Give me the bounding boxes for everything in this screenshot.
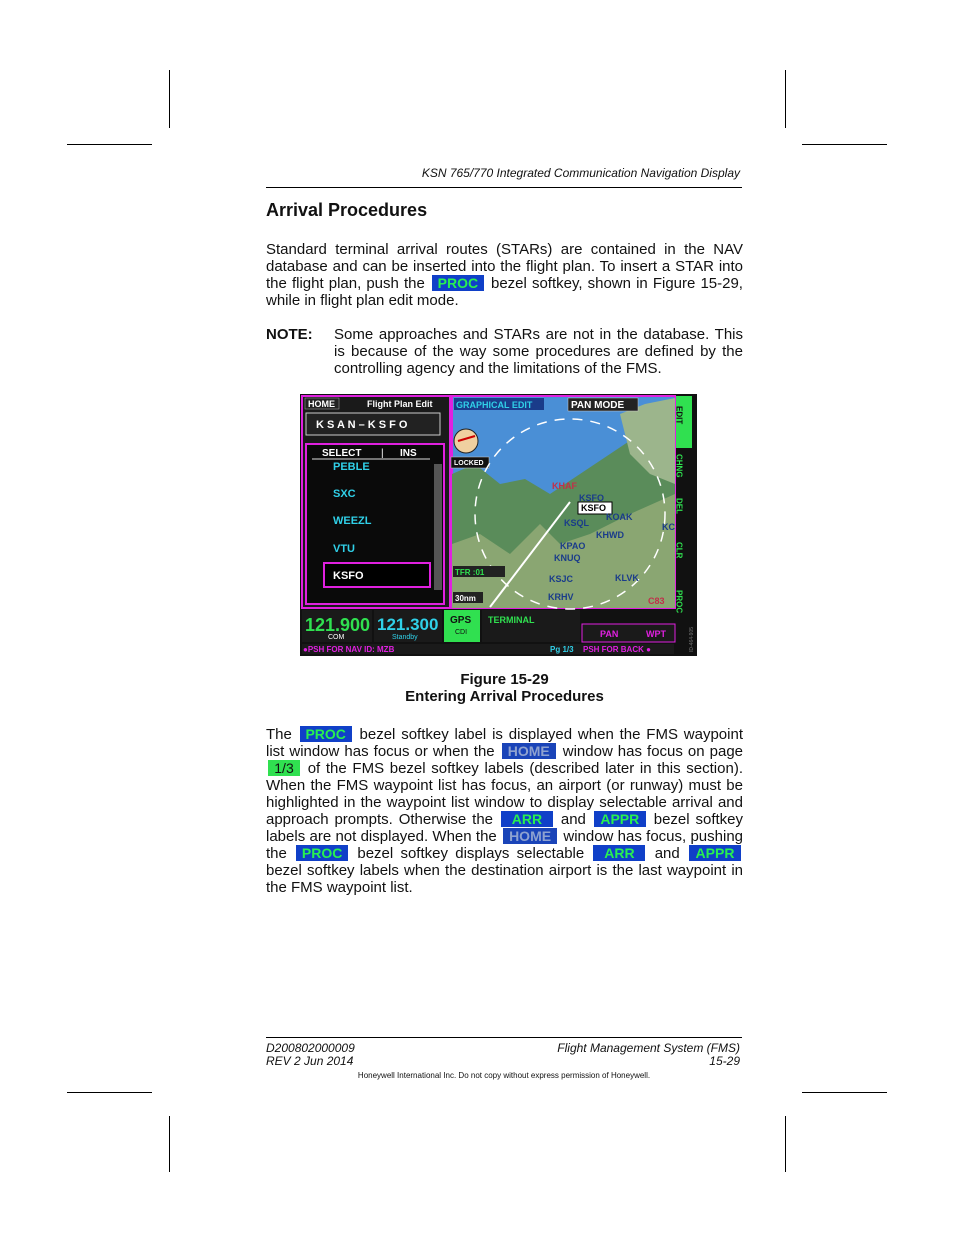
airport-label: KRHV: [548, 592, 574, 602]
waypoint-item: SXC: [333, 488, 356, 500]
softkey-paragraph: [266, 726, 743, 896]
crop-mark: [67, 1092, 152, 1093]
side-key-label: CLR: [674, 542, 684, 559]
standby-label: Standby: [392, 634, 418, 641]
text: and: [560, 811, 586, 828]
proc-softkey-label: PROC: [432, 275, 484, 291]
arr-softkey-label: ARR: [501, 811, 553, 827]
aircraft-icon: [454, 429, 478, 453]
com-frequency: 121.900: [305, 615, 371, 635]
footer-rule: [266, 1037, 742, 1038]
figure-title: Entering Arrival Procedures: [405, 688, 604, 705]
crop-mark: [802, 144, 887, 145]
terminal-label: TERMINAL: [488, 615, 535, 625]
gps-label: GPS: [450, 615, 472, 626]
airport-label: C83: [648, 596, 665, 606]
airport-label: KOAK: [606, 512, 633, 522]
page-label: Pg 1/3: [550, 645, 574, 654]
text: bezel softkey labels when the destination airport is the last waypoint in the FMS waypoint list.: [266, 862, 743, 896]
airport-label: KSQL: [564, 518, 590, 528]
text: window has focus, pushing the: [266, 828, 743, 862]
running-header: KSN 765/770 Integrated Communication Navigation Display: [421, 166, 740, 180]
header-rule: [266, 187, 742, 188]
tfr-label: TFR :01: [455, 568, 485, 577]
waypoint-item: VTU: [333, 543, 355, 555]
airport-label: KNUQ: [554, 553, 581, 563]
section-title: Arrival Procedures: [266, 200, 428, 220]
text: The: [266, 726, 292, 743]
text: bezel softkey, shown in Figure 15-29, while in flight plan edit mode.: [266, 275, 743, 309]
text: window has focus on page: [562, 743, 744, 760]
revision: REV 2 Jun 2014: [266, 1054, 354, 1068]
copyright-notice: Honeywell International Inc. Do not copy without express permission of Honeywell.: [357, 1071, 651, 1080]
figure-number: Figure 15-29: [460, 671, 549, 688]
crop-mark: [67, 144, 152, 145]
text: of the FMS bezel softkey labels (described later in this section). When the FMS waypoint list has focus, an airport (or runway) must be highlighted in the waypoint list window to display selectable arrival and approach prompts. Otherwise the: [266, 760, 743, 828]
text: Standard terminal arrival routes (STARs) are contained in the NAV database and can be inserted into the flight plan. To insert a STAR into the flight plan, push the: [266, 241, 743, 292]
crop-mark: [169, 1116, 170, 1172]
select-label: SELECT: [322, 448, 362, 459]
text: bezel softkey displays selectable: [357, 845, 585, 862]
airport-label: KLVK: [615, 573, 639, 583]
range-label: 30nm: [455, 594, 476, 603]
airport-label: KC: [662, 522, 675, 532]
separator: |: [381, 448, 384, 459]
route-text: K S A N – K S F O: [316, 419, 408, 431]
pan-label: PAN: [600, 629, 619, 639]
wpt-label: WPT: [646, 629, 666, 639]
appr-softkey-label: APPR: [594, 811, 646, 827]
cdi-label: CDI: [455, 629, 468, 636]
ksfo-label: KSFO: [581, 503, 607, 513]
side-key-label: PROC: [674, 590, 684, 614]
ins-label: INS: [400, 448, 417, 459]
fp-edit-title: Flight Plan Edit: [367, 399, 433, 409]
waypoint-item: PEBLE: [333, 461, 370, 473]
standby-frequency: 121.300: [377, 615, 439, 634]
airport-label: KSJC: [549, 574, 574, 584]
text: and: [654, 845, 680, 862]
home-softkey-label: HOME: [503, 828, 557, 844]
note-label: NOTE:: [266, 326, 313, 343]
figure-id: ID-464-905: [689, 626, 695, 652]
waypoint-item: WEEZL: [333, 515, 372, 527]
com-label: COM: [328, 634, 345, 641]
doc-number: D200802000009: [266, 1041, 355, 1055]
psh-back-label: PSH FOR BACK ●: [583, 645, 651, 654]
page-number: 15-29: [709, 1054, 740, 1068]
intro-paragraph: [266, 241, 743, 309]
home-softkey-label: HOME: [502, 743, 556, 759]
airport-label: KSFO: [579, 493, 605, 503]
proc-softkey-label: PROC: [296, 845, 348, 861]
fms-display-figure: [300, 394, 697, 656]
side-key-label: EDIT: [674, 406, 684, 425]
side-key-label: DEL: [674, 498, 684, 514]
proc-softkey-label: PROC: [300, 726, 352, 742]
psh-nav-label: ●PSH FOR NAV ID: MZB: [303, 645, 395, 654]
pan-mode: PAN MODE: [571, 400, 625, 411]
waypoint-item-selected: KSFO: [333, 570, 364, 582]
text: bezel softkey labels are not displayed. When the: [266, 811, 744, 845]
crop-mark: [785, 1116, 786, 1172]
crop-mark: [785, 70, 786, 128]
text: bezel softkey label is displayed when the FMS waypoint list window has focus or when the: [266, 726, 743, 760]
chapter-title: Flight Management System (FMS): [557, 1041, 740, 1055]
crop-mark: [169, 70, 170, 128]
arr-softkey-label: ARR: [593, 845, 645, 861]
appr-softkey-label: APPR: [689, 845, 741, 861]
airport-label: KHAF: [552, 481, 577, 491]
side-key-label: CHNG: [674, 454, 684, 478]
note-text: Some approaches and STARs are not in the database. This is because of the way some procedures are defined by the controlling agency and the limitations of the FMS.: [334, 326, 743, 377]
map-title: GRAPHICAL EDIT: [456, 400, 533, 410]
list-scrollbar: [434, 464, 442, 590]
page-indicator-label: 1/3: [268, 760, 300, 776]
locked-label: LOCKED: [454, 460, 484, 467]
airport-label: KPAO: [560, 541, 586, 551]
airport-label: KHWD: [596, 530, 624, 540]
crop-mark: [802, 1092, 887, 1093]
home-label: HOME: [308, 399, 335, 409]
